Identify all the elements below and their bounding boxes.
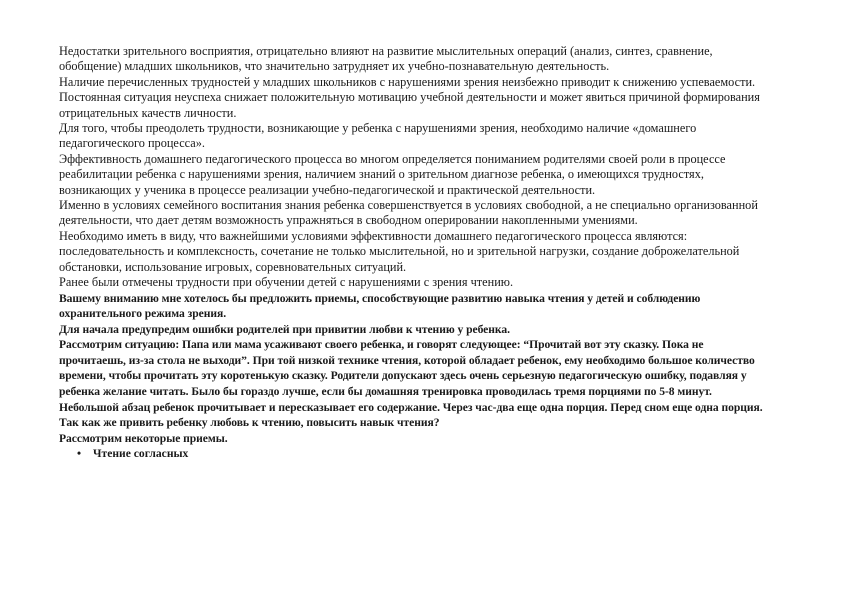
document-page	[59, 44, 771, 462]
bold-paragraph: Рассмотрим некоторые приемы.	[59, 431, 228, 445]
bold-paragraph: Вашему вниманию мне хотелось бы предложить приемы, способствующие развитию навыка чтения у детей и соблюдению охранительного режима зрения.	[59, 291, 701, 321]
bullet-icon: •	[77, 447, 82, 461]
bold-paragraph: Для начала предупредим ошибки родителей при привитии любви к чтению у ребенка.	[59, 322, 510, 336]
list-item-text: Чтение согласных	[93, 447, 189, 461]
paragraph: Недостатки зрительного восприятия, отрицательно влияют на развитие мыслительных операций (анализ, синтез, сравнение, обобщение) младших школьников, что значительно затрудняет их учебно-познавательную деятельность.	[59, 44, 713, 74]
bullet-list	[59, 446, 771, 462]
paragraph: Ранее были отмечены трудности при обучении детей с нарушениями с зрения чтению.	[59, 275, 514, 290]
bold-paragraph: Так как же привить ребенку любовь к чтению, повысить навык чтения?	[59, 416, 440, 430]
paragraph: Наличие перечисленных трудностей у младших школьников с нарушениями зрения неизбежно приводит к снижению успеваемости. Постоянная ситуация неуспеха снижает положительную мотивацию учебной деятельности и может явиться причиной формирования отрицательных качеств личности.	[59, 74, 760, 120]
paragraph: Именно в условиях семейного воспитания знания ребенка совершенствуется в условиях свободной, а не специально организованной деятельности, что дает детям возможность упражняться в свободном оперировании накопленными умениями.	[59, 198, 758, 228]
paragraph: Эффективность домашнего педагогического процесса во многом определяется пониманием родителями своей роли в процессе реабилитации ребенка с нарушениями зрения, наличием знаний о зрительном диагнозе ребенка, о имеющихся трудностях, возникающих у ученика в процессе реализации учебно-педагогической и практической деятельности.	[59, 151, 726, 197]
bold-paragraph: Рассмотрим ситуацию: Папа или мама усаживают своего ребенка, и говорят следующее: “Прочитай вот эту сказку. Пока не прочитаешь, из-за стола не выходи”. При той низкой технике чтения, которой обладает ребенок, ему необходимо большое количество времени, чтобы прочитать эту коротенькую сказку. Родители допускают здесь очень серьезную педагогическую ошибку, подавляя у ребенка желание читать. Было бы гораздо лучше, если бы домашняя тренировка проводилась тремя порциями по 5-8 минут. Небольшой абзац ребенок прочитывает и пересказывает его содержание. Через час-два еще одна порция. Перед сном еще одна порция.	[59, 338, 763, 414]
paragraph: Необходимо иметь в виду, что важнейшими условиями эффективности домашнего педагогического процесса являются: последовательность и комплексность, сочетание не только мыслительной, но и зрительной нагрузки, создание доброжелательной обстановки, использование игровых, соревновательных ситуаций.	[59, 228, 740, 274]
paragraph: Для того, чтобы преодолеть трудности, возникающие у ребенка с нарушениями зрения, необходимо наличие «домашнего педагогического процесса».	[59, 121, 697, 151]
list-item	[59, 446, 771, 462]
